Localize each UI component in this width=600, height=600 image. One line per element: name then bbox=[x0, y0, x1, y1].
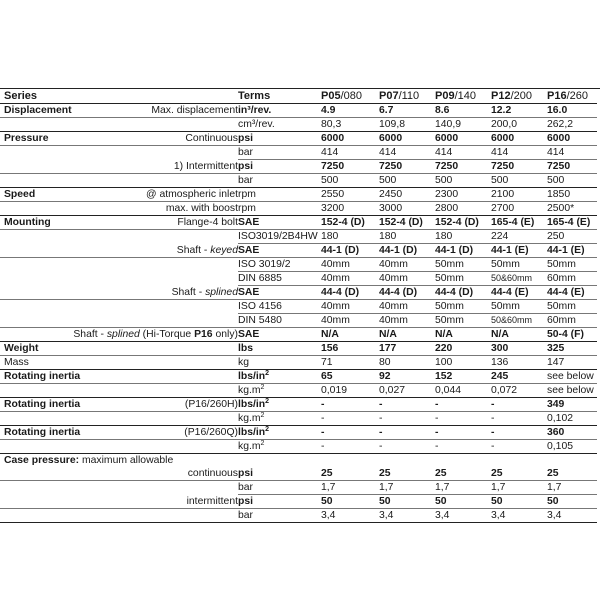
model-heading: P05/080 bbox=[321, 89, 379, 104]
value-cell: 44-1 (E) bbox=[491, 244, 547, 258]
value-cell: 2800 bbox=[435, 202, 491, 216]
value-cell: - bbox=[379, 426, 435, 440]
value-cell: 7250 bbox=[491, 160, 547, 174]
value-cell: 136 bbox=[491, 356, 547, 370]
unit-cell: cm³/rev. bbox=[238, 118, 321, 132]
value-cell: - bbox=[491, 398, 547, 412]
value-cell: 50 bbox=[435, 495, 491, 509]
unit-cell: bar bbox=[238, 146, 321, 160]
value-cell: - bbox=[491, 440, 547, 454]
value-cell: 180 bbox=[435, 230, 491, 244]
value-cell: 50 bbox=[547, 495, 597, 509]
displacement-row bbox=[0, 118, 597, 132]
value-cell: 25 bbox=[547, 467, 597, 481]
value-cell: - bbox=[435, 412, 491, 426]
value-cell: 414 bbox=[491, 146, 547, 160]
value-cell: 2700 bbox=[491, 202, 547, 216]
intermittent-label: intermittent bbox=[0, 495, 238, 509]
unit-cell: in³/rev. bbox=[238, 104, 321, 118]
value-cell: 3200 bbox=[321, 202, 379, 216]
value-cell: 40mm bbox=[321, 314, 379, 328]
inertia-label: Rotating inertia (P16/260Q) bbox=[0, 426, 238, 440]
value-cell: 50 bbox=[491, 495, 547, 509]
unit-cell: lbs/$in^2$ bbox=[238, 426, 321, 440]
value-cell: 0,044 bbox=[435, 384, 491, 398]
unit-cell: bar bbox=[238, 174, 321, 188]
mounting-label: Mounting Flange-4 bolt bbox=[0, 216, 238, 230]
value-cell: 7250 bbox=[321, 160, 379, 174]
value-cell: 0,027 bbox=[379, 384, 435, 398]
value-cell: N/A bbox=[379, 328, 435, 342]
unit-cell: ISO 4156 bbox=[238, 300, 321, 314]
value-cell: 177 bbox=[379, 342, 435, 356]
hi-torque-label: Shaft - splined (Hi-Torque P16 only) bbox=[0, 328, 238, 342]
value-cell: 6000 bbox=[435, 132, 491, 146]
weight-label: Weight bbox=[0, 342, 238, 356]
boost-label: max. with boost bbox=[0, 202, 238, 216]
value-cell: 65 bbox=[321, 370, 379, 384]
unit-cell: lbs/$in^2$ bbox=[238, 370, 321, 384]
value-cell: 50mm bbox=[491, 258, 547, 272]
value-cell: 40mm bbox=[379, 272, 435, 286]
value-cell: 6000 bbox=[547, 132, 597, 146]
value-cell: 40mm bbox=[321, 258, 379, 272]
value-cell: 7250 bbox=[379, 160, 435, 174]
mounting-row bbox=[0, 230, 597, 244]
value-cell: see below bbox=[547, 384, 597, 398]
inertia-row bbox=[0, 440, 597, 454]
value-cell: 50&60mm bbox=[491, 272, 547, 286]
value-cell: 6000 bbox=[491, 132, 547, 146]
value-cell: 250 bbox=[547, 230, 597, 244]
inertia-row bbox=[0, 384, 597, 398]
value-cell: 3,4 bbox=[491, 509, 547, 523]
value-cell: 50mm bbox=[435, 314, 491, 328]
model-heading: P12/200 bbox=[491, 89, 547, 104]
unit-cell: DIN 6885 bbox=[238, 272, 321, 286]
value-cell: 50mm bbox=[435, 258, 491, 272]
unit-cell: ISO3019/2B4HW bbox=[238, 230, 321, 244]
mounting-row bbox=[0, 244, 597, 258]
value-cell: 50&60mm bbox=[491, 314, 547, 328]
value-cell: 165-4 (E) bbox=[491, 216, 547, 230]
value-cell: 1,7 bbox=[491, 481, 547, 495]
value-cell: see below bbox=[547, 370, 597, 384]
value-cell: 50 bbox=[321, 495, 379, 509]
specification-sheet bbox=[0, 88, 600, 523]
unit-cell: kg bbox=[238, 356, 321, 370]
value-cell: 152 bbox=[435, 370, 491, 384]
value-cell: N/A bbox=[435, 328, 491, 342]
value-cell: 3,4 bbox=[435, 509, 491, 523]
unit-cell: $kg.m^2$ bbox=[238, 412, 321, 426]
unit-cell: psi bbox=[238, 132, 321, 146]
value-cell: 60mm bbox=[547, 272, 597, 286]
unit-cell: rpm bbox=[238, 188, 321, 202]
value-cell: 140,9 bbox=[435, 118, 491, 132]
value-cell: N/A bbox=[321, 328, 379, 342]
value-cell: 16.0 bbox=[547, 104, 597, 118]
case-pressure-row bbox=[0, 495, 597, 509]
value-cell: 50mm bbox=[435, 300, 491, 314]
unit-cell: lbs/$in^2$ bbox=[238, 398, 321, 412]
value-cell: - bbox=[379, 398, 435, 412]
value-cell: 44-4 (E) bbox=[547, 286, 597, 300]
case-pressure-row bbox=[0, 454, 597, 468]
value-cell: 6.7 bbox=[379, 104, 435, 118]
value-cell: 360 bbox=[547, 426, 597, 440]
value-cell: - bbox=[435, 398, 491, 412]
value-cell: 25 bbox=[321, 467, 379, 481]
case-pressure-row bbox=[0, 509, 597, 523]
value-cell: 152-4 (D) bbox=[379, 216, 435, 230]
displacement-label: Displacement Max. displacement bbox=[0, 104, 238, 118]
header-row bbox=[0, 89, 597, 104]
value-cell: 25 bbox=[491, 467, 547, 481]
shaft-splined-label: Shaft - splined bbox=[0, 286, 238, 300]
mounting-row bbox=[0, 286, 597, 300]
value-cell: 1850 bbox=[547, 188, 597, 202]
unit-cell: DIN 5480 bbox=[238, 314, 321, 328]
value-cell: 40mm bbox=[321, 272, 379, 286]
value-cell: - bbox=[321, 412, 379, 426]
value-cell: 300 bbox=[491, 342, 547, 356]
value-cell: 152-4 (D) bbox=[435, 216, 491, 230]
case-pressure-label: Case pressure: maximum allowable bbox=[4, 455, 174, 466]
value-cell: 8.6 bbox=[435, 104, 491, 118]
value-cell: - bbox=[435, 426, 491, 440]
value-cell: 50mm bbox=[491, 300, 547, 314]
value-cell: 2500* bbox=[547, 202, 597, 216]
value-cell: 165-4 (E) bbox=[547, 216, 597, 230]
mounting-row bbox=[0, 258, 597, 272]
value-cell: 109,8 bbox=[379, 118, 435, 132]
mounting-row bbox=[0, 328, 597, 342]
unit-cell: rpm bbox=[238, 202, 321, 216]
value-cell: 40mm bbox=[379, 258, 435, 272]
value-cell: 500 bbox=[435, 174, 491, 188]
inertia-row bbox=[0, 426, 597, 440]
value-cell: 3000 bbox=[379, 202, 435, 216]
unit-cell: lbs bbox=[238, 342, 321, 356]
mounting-row bbox=[0, 314, 597, 328]
value-cell: - bbox=[435, 440, 491, 454]
value-cell: 71 bbox=[321, 356, 379, 370]
value-cell: 7250 bbox=[435, 160, 491, 174]
value-cell: 1,7 bbox=[547, 481, 597, 495]
value-cell: 50mm bbox=[547, 258, 597, 272]
pressure-row bbox=[0, 146, 597, 160]
value-cell: 262,2 bbox=[547, 118, 597, 132]
value-cell: 500 bbox=[547, 174, 597, 188]
value-cell: 1,7 bbox=[435, 481, 491, 495]
value-cell: 152-4 (D) bbox=[321, 216, 379, 230]
value-cell: 414 bbox=[435, 146, 491, 160]
value-cell: 50mm bbox=[547, 300, 597, 314]
value-cell: 40mm bbox=[379, 314, 435, 328]
value-cell: 1,7 bbox=[379, 481, 435, 495]
inertia-label: Rotating inertia bbox=[0, 370, 238, 384]
value-cell: 349 bbox=[547, 398, 597, 412]
value-cell: 3,4 bbox=[547, 509, 597, 523]
value-cell: 50 bbox=[379, 495, 435, 509]
unit-cell: $kg.m^2$ bbox=[238, 384, 321, 398]
value-cell: 2100 bbox=[491, 188, 547, 202]
value-cell: 92 bbox=[379, 370, 435, 384]
value-cell: 220 bbox=[435, 342, 491, 356]
value-cell: 44-1 (D) bbox=[379, 244, 435, 258]
value-cell: 4.9 bbox=[321, 104, 379, 118]
value-cell: 44-4 (D) bbox=[435, 286, 491, 300]
value-cell: 147 bbox=[547, 356, 597, 370]
value-cell: 0,072 bbox=[491, 384, 547, 398]
value-cell: 500 bbox=[321, 174, 379, 188]
value-cell: 25 bbox=[379, 467, 435, 481]
value-cell: - bbox=[379, 440, 435, 454]
value-cell: - bbox=[321, 426, 379, 440]
value-cell: 3,4 bbox=[321, 509, 379, 523]
value-cell: - bbox=[321, 398, 379, 412]
case-pressure-row bbox=[0, 481, 597, 495]
unit-cell: SAE bbox=[238, 216, 321, 230]
value-cell: 6000 bbox=[321, 132, 379, 146]
unit-cell: psi bbox=[238, 160, 321, 174]
value-cell: 2300 bbox=[435, 188, 491, 202]
value-cell: 7250 bbox=[547, 160, 597, 174]
continuous-label: continuous bbox=[0, 467, 238, 481]
value-cell: 156 bbox=[321, 342, 379, 356]
intermittent-label: 1) Intermittent bbox=[0, 160, 238, 174]
value-cell: 1,7 bbox=[321, 481, 379, 495]
value-cell: - bbox=[379, 412, 435, 426]
value-cell: 80 bbox=[379, 356, 435, 370]
value-cell: 414 bbox=[321, 146, 379, 160]
value-cell: 44-4 (D) bbox=[379, 286, 435, 300]
unit-cell: $kg.m^2$ bbox=[238, 440, 321, 454]
value-cell: 0,105 bbox=[547, 440, 597, 454]
inertia-row bbox=[0, 370, 597, 384]
value-cell: 325 bbox=[547, 342, 597, 356]
value-cell: 200,0 bbox=[491, 118, 547, 132]
weight-row bbox=[0, 342, 597, 356]
unit-cell: SAE bbox=[238, 244, 321, 258]
unit-cell: SAE bbox=[238, 328, 321, 342]
value-cell: 245 bbox=[491, 370, 547, 384]
model-heading: P16/260 bbox=[547, 89, 597, 104]
pressure-row bbox=[0, 132, 597, 146]
value-cell: 500 bbox=[379, 174, 435, 188]
speed-row bbox=[0, 202, 597, 216]
unit-cell: ISO 3019/2 bbox=[238, 258, 321, 272]
value-cell: - bbox=[491, 426, 547, 440]
mounting-row bbox=[0, 300, 597, 314]
inertia-label: Rotating inertia (P16/260H) bbox=[0, 398, 238, 412]
series-heading: Series bbox=[0, 89, 238, 104]
value-cell: 40mm bbox=[379, 300, 435, 314]
value-cell: 80,3 bbox=[321, 118, 379, 132]
displacement-row bbox=[0, 104, 597, 118]
value-cell: 180 bbox=[321, 230, 379, 244]
model-heading: P09/140 bbox=[435, 89, 491, 104]
value-cell: 44-4 (E) bbox=[491, 286, 547, 300]
value-cell: 44-1 (D) bbox=[321, 244, 379, 258]
value-cell: 2450 bbox=[379, 188, 435, 202]
speed-label: Speed @ atmospheric inlet bbox=[0, 188, 238, 202]
value-cell: 25 bbox=[435, 467, 491, 481]
mounting-row bbox=[0, 272, 597, 286]
value-cell: 12.2 bbox=[491, 104, 547, 118]
value-cell: - bbox=[491, 412, 547, 426]
unit-cell: psi bbox=[238, 495, 321, 509]
value-cell: - bbox=[321, 440, 379, 454]
mounting-row bbox=[0, 216, 597, 230]
value-cell: 0,019 bbox=[321, 384, 379, 398]
value-cell: 6000 bbox=[379, 132, 435, 146]
unit-cell: bar bbox=[238, 509, 321, 523]
value-cell: 44-1 (E) bbox=[547, 244, 597, 258]
value-cell: 224 bbox=[491, 230, 547, 244]
model-heading: P07/110 bbox=[379, 89, 435, 104]
value-cell: 414 bbox=[379, 146, 435, 160]
spec-table bbox=[0, 89, 597, 523]
value-cell: 40mm bbox=[321, 300, 379, 314]
value-cell: 3,4 bbox=[379, 509, 435, 523]
pressure-label: Pressure Continuous bbox=[0, 132, 238, 146]
pressure-row bbox=[0, 174, 597, 188]
shaft-keyed-label: Shaft - keyed bbox=[0, 244, 238, 258]
value-cell: 60mm bbox=[547, 314, 597, 328]
unit-cell: psi bbox=[238, 467, 321, 481]
inertia-row bbox=[0, 412, 597, 426]
terms-heading: Terms bbox=[238, 89, 321, 104]
value-cell: 0,102 bbox=[547, 412, 597, 426]
value-cell: 180 bbox=[379, 230, 435, 244]
unit-cell: SAE bbox=[238, 286, 321, 300]
value-cell: 100 bbox=[435, 356, 491, 370]
speed-row bbox=[0, 188, 597, 202]
unit-cell: bar bbox=[238, 481, 321, 495]
value-cell: 44-4 (D) bbox=[321, 286, 379, 300]
value-cell: 50-4 (F) bbox=[547, 328, 597, 342]
weight-row bbox=[0, 356, 597, 370]
value-cell: N/A bbox=[491, 328, 547, 342]
value-cell: 414 bbox=[547, 146, 597, 160]
inertia-row bbox=[0, 398, 597, 412]
value-cell: 44-1 (D) bbox=[435, 244, 491, 258]
pressure-row bbox=[0, 160, 597, 174]
case-pressure-row bbox=[0, 467, 597, 481]
mass-label: Mass bbox=[0, 356, 238, 370]
value-cell: 50mm bbox=[435, 272, 491, 286]
value-cell: 2550 bbox=[321, 188, 379, 202]
value-cell: 500 bbox=[491, 174, 547, 188]
